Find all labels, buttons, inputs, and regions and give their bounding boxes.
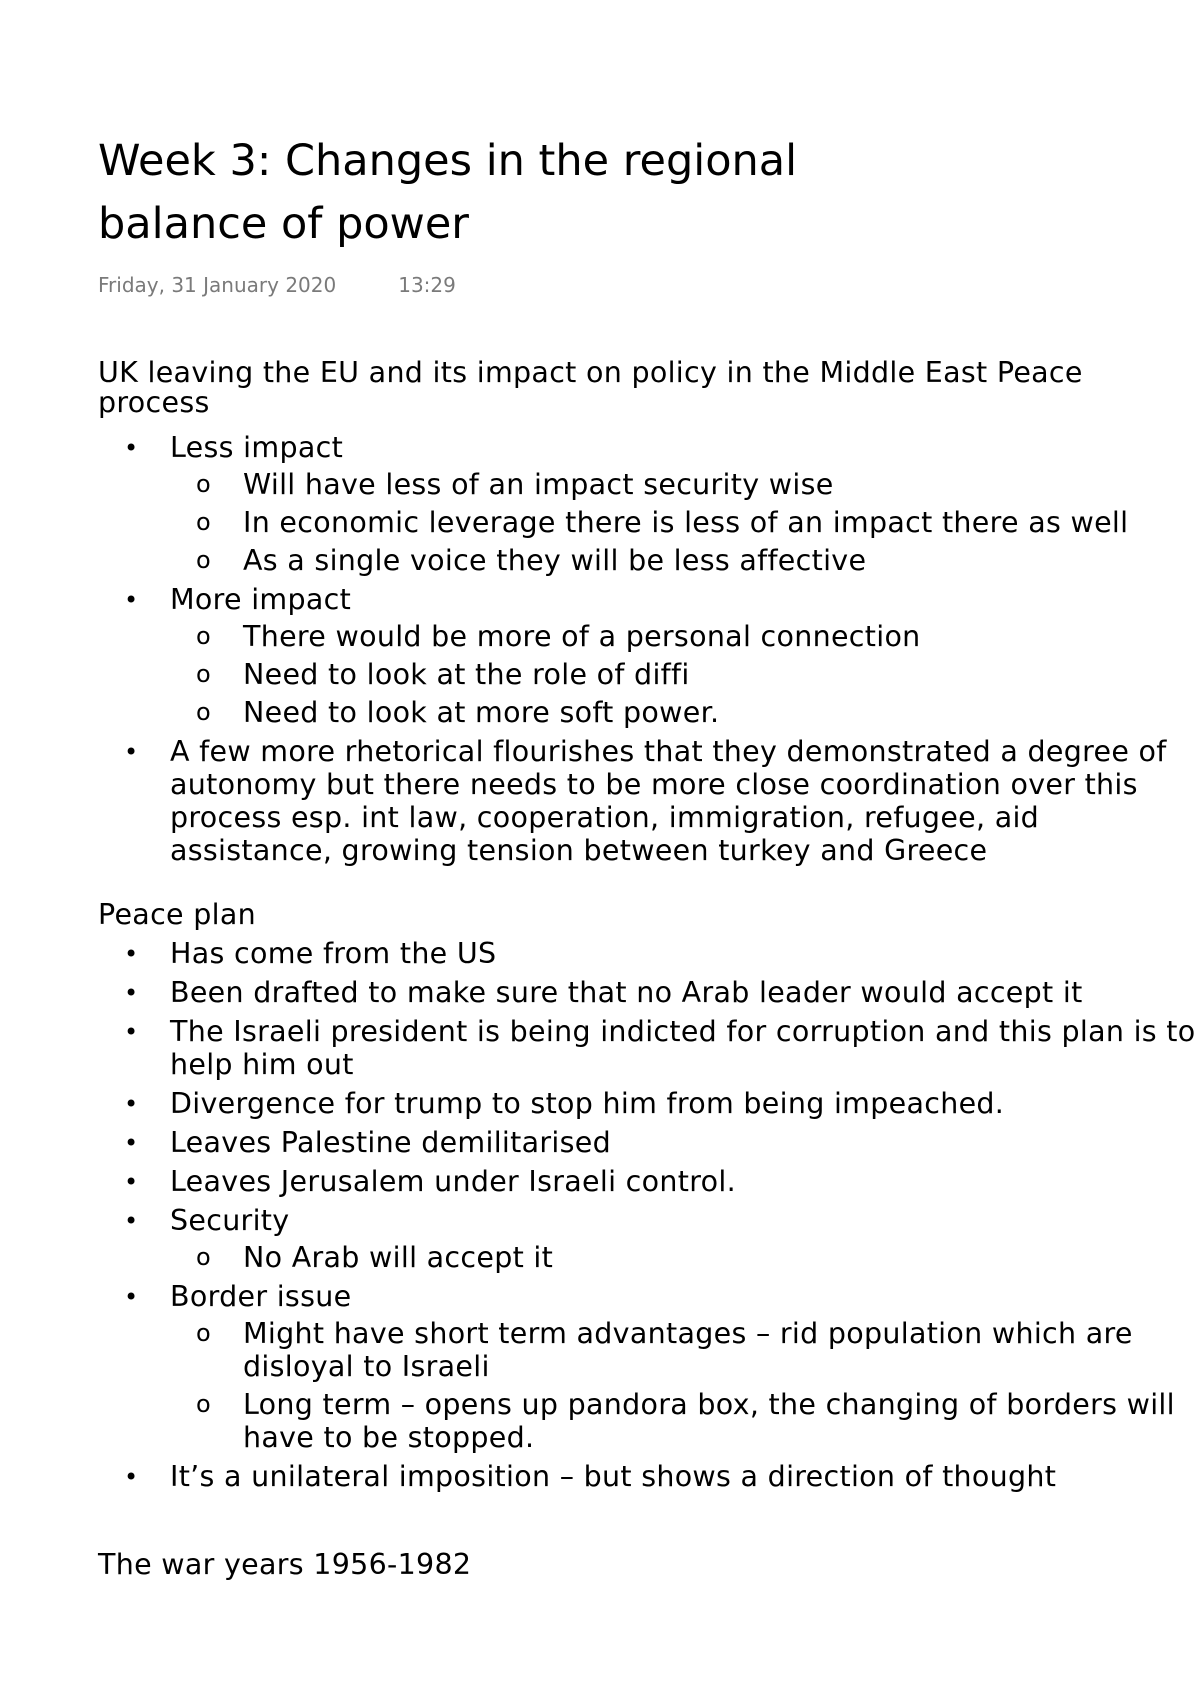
bullet-icon: •: [124, 1090, 139, 1118]
text-line: Been drafted to make sure that no Arab leader would accept it: [170, 976, 1083, 1009]
section-heading-peace-plan: Peace plan: [98, 898, 256, 931]
list-item: [0, 976, 1196, 1009]
section-heading-war-years: The war years 1956-1982: [98, 1548, 472, 1581]
list-item-text: [170, 1165, 1196, 1198]
bullet-icon: •: [124, 586, 139, 614]
section-heading-line: UK leaving the EU and its impact on policy in the Middle East Peace: [98, 356, 1083, 389]
sub-list-item-text: [243, 1317, 1196, 1383]
sub-list-item: [170, 506, 1167, 539]
circle-bullet-icon: o: [196, 1243, 211, 1271]
list-item-text: [170, 1126, 1196, 1159]
list-item-text: [170, 1460, 1196, 1493]
section-heading-uk-eu: [98, 356, 1083, 419]
list-item: [0, 1015, 1196, 1081]
list-item-text: [170, 937, 1196, 970]
bullet-icon: •: [124, 1018, 139, 1046]
list-item: [0, 583, 1167, 729]
text-line: Leaves Palestine demilitarised: [170, 1126, 611, 1159]
text-line: assistance, growing tension between turkey and Greece: [170, 834, 988, 867]
sub-list-item-text: As a single voice they will be less affective: [243, 544, 867, 577]
list-item-text: Less impact: [170, 431, 344, 464]
list-item-text: [170, 1015, 1196, 1081]
uk-eu-list: [0, 431, 1167, 873]
bullet-icon: •: [124, 979, 139, 1007]
list-item: [0, 1087, 1196, 1120]
circle-bullet-icon: o: [196, 1319, 211, 1347]
text-line: Divergence for trump to stop him from being impeached.: [170, 1087, 1005, 1120]
bullet-icon: •: [124, 1129, 139, 1157]
circle-bullet-icon: o: [196, 622, 211, 650]
circle-bullet-icon: o: [196, 508, 211, 536]
circle-bullet-icon: o: [196, 660, 211, 688]
note-timestamp: [98, 273, 456, 297]
sub-list-item: [170, 468, 1167, 501]
text-line: Border issue: [170, 1280, 352, 1313]
list-item-text: More impact: [170, 583, 352, 616]
text-line: Leaves Jerusalem under Israeli control.: [170, 1165, 736, 1198]
list-item: [0, 1460, 1196, 1493]
text-line: The Israeli president is being indicted for corruption and this plan is to: [170, 1015, 1196, 1048]
bullet-icon: •: [124, 1168, 139, 1196]
list-item-text: [170, 735, 1167, 867]
sub-list: [170, 468, 1167, 577]
list-item: [0, 1165, 1196, 1198]
text-line: No Arab will accept it: [243, 1241, 554, 1274]
text-line: Security: [170, 1204, 290, 1237]
text-line: process esp. int law, cooperation, immigration, refugee, aid: [170, 801, 1040, 834]
section-heading-line: process: [98, 386, 210, 419]
text-line: Has come from the US: [170, 937, 497, 970]
circle-bullet-icon: o: [196, 546, 211, 574]
circle-bullet-icon: o: [196, 470, 211, 498]
peace-plan-list: [0, 937, 1196, 1499]
page-title: [98, 130, 998, 256]
list-item: [0, 431, 1167, 577]
note-time: 13:29: [398, 273, 456, 297]
text-line: disloyal to Israeli: [243, 1350, 490, 1383]
sub-list: [170, 620, 1167, 729]
sub-list-item-text: [243, 1241, 1196, 1274]
sub-list-item: [170, 1317, 1196, 1383]
text-line: have to be stopped.: [243, 1421, 535, 1454]
text-line: autonomy but there needs to be more close coordination over this: [170, 768, 1138, 801]
list-item: [0, 735, 1167, 867]
sub-list: [170, 1241, 1196, 1274]
text-line: Might have short term advantages – rid population which are: [243, 1317, 1133, 1350]
sub-list-item-text: Need to look at the role of diffi: [243, 658, 690, 691]
list-item: [0, 1204, 1196, 1274]
text-line: It’s a unilateral imposition – but shows a direction of thought: [170, 1460, 1057, 1493]
sub-list-item: [170, 620, 1167, 653]
sub-list-item-text: Will have less of an impact security wise: [243, 468, 834, 501]
list-item: [0, 1126, 1196, 1159]
sub-list-item: [170, 1388, 1196, 1454]
sub-list-item: [170, 1241, 1196, 1274]
bullet-icon: •: [124, 1463, 139, 1491]
bullet-icon: •: [124, 940, 139, 968]
note-date: Friday, 31 January 2020: [98, 273, 337, 297]
sub-list-item: [170, 544, 1167, 577]
sub-list-item-text: Need to look at more soft power.: [243, 696, 720, 729]
page-title-line-2: balance of power: [98, 199, 469, 249]
page-title-line-1: Week 3: Changes in the regional: [98, 136, 798, 186]
bullet-icon: •: [124, 1207, 139, 1235]
list-item: [0, 937, 1196, 970]
list-item-text: [170, 976, 1196, 1009]
list-item-text: [170, 1087, 1196, 1120]
bullet-icon: •: [124, 738, 139, 766]
list-item-text: [170, 1204, 1196, 1237]
text-line: help him out: [170, 1048, 354, 1081]
sub-list-item-text: In economic leverage there is less of an impact there as well: [243, 506, 1129, 539]
list-item-text: [170, 1280, 1196, 1313]
sub-list-item: [170, 658, 1167, 691]
bullet-icon: •: [124, 1283, 139, 1311]
text-line: A few more rhetorical flourishes that they demonstrated a degree of: [170, 735, 1167, 768]
circle-bullet-icon: o: [196, 698, 211, 726]
bullet-icon: •: [124, 434, 139, 462]
list-item: [0, 1280, 1196, 1454]
text-line: Long term – opens up pandora box, the changing of borders will: [243, 1388, 1175, 1421]
sub-list-item-text: [243, 1388, 1196, 1454]
sub-list-item: [170, 696, 1167, 729]
circle-bullet-icon: o: [196, 1390, 211, 1418]
sub-list-item-text: There would be more of a personal connection: [243, 620, 921, 653]
sub-list: [170, 1317, 1196, 1454]
